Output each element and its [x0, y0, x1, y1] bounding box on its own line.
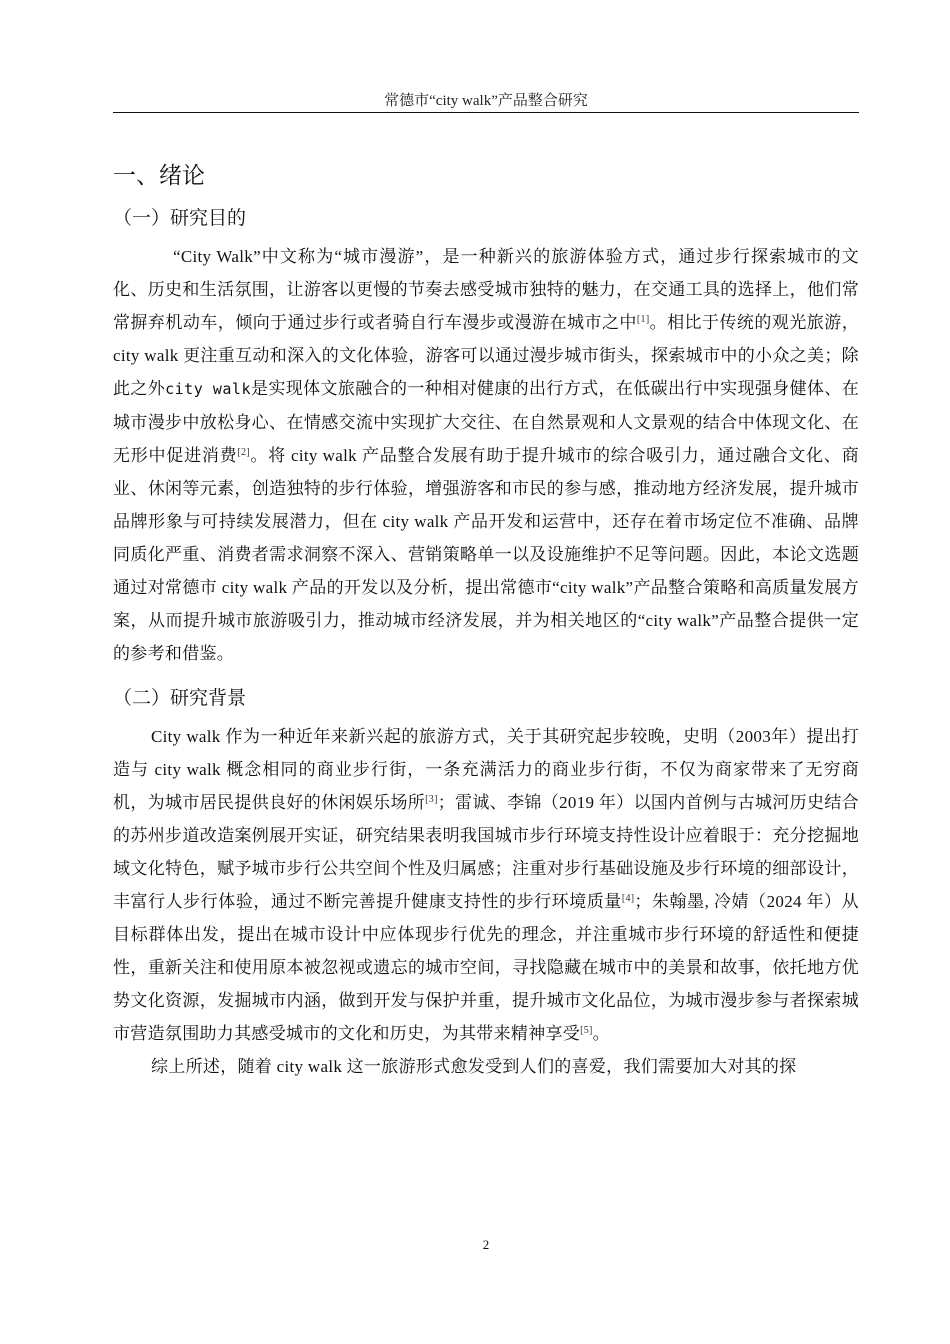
header-rule [113, 112, 859, 113]
citation-4: [4] [621, 893, 635, 904]
citation-2: [2] [237, 447, 250, 458]
section-heading-purpose: （一）研究目的 [113, 207, 247, 229]
running-header: 常德市“city walk”产品整合研究 [384, 93, 588, 109]
paragraph-text: 是实现体文旅融合的一种相对健康的出行方式，在低碳出行中实现强身健体、在城市漫步中放松身心、在情感交流中实现扩大交往、在自然景观和人文景观的结合中体现文化、在无形中促进消费 [113, 379, 860, 465]
chapter-heading: 一、绪论 [113, 163, 205, 189]
monospace-term: city walk [165, 380, 251, 398]
paragraph-purpose [113, 240, 859, 670]
citation-1: [1] [636, 314, 650, 325]
paragraph-summary: 综上所述，随着 city walk 这一旅游形式愈发受到人们的喜爱，我们需要加大对其的探 [151, 1057, 797, 1076]
paragraph-background [113, 720, 859, 1050]
paragraph-text: “City Walk”中文称为“城市漫游”，是一种新兴的旅游体验方式，通过步行探索城市的文化、历史和生活氛围，让游客以更慢的节奏去感受城市独特的魅力，在交通工具的选择上，他们常常摒弃机动车，倾向于通过步行或者骑自行车漫步或漫游在城市之中 [113, 247, 859, 332]
paragraph-text: ；朱翰墨, 冷婧（2024 年）从目标群体出发，提出在城市设计中应体现步行优先的理念，并注重城市步行环境的舒适性和便捷性，重新关注和使用原本被忽视或遗忘的城市空间，寻找隐藏在城市中的美景和故事，依托地方优势文化资源，发掘城市内涵，做到开发与保护并重，提升城市文化品位，为城市漫步参与者探索城市营造氛围助力其感受城市的文化和历史，为其带来精神享受 [113, 892, 859, 1043]
paragraph-text: 。 [592, 1024, 610, 1043]
page-number: 2 [482, 1237, 490, 1252]
paragraph-text: 。相比于传统的观光旅游，city walk 更注重互动和深入的文化体验，游客可以通过漫步城市街头，探索城市中的小众之美；除此之外 [113, 313, 860, 398]
section-heading-background: （二）研究背景 [113, 687, 247, 709]
paragraph-text: City walk 作为一种近年来新兴起的旅游方式，关于其研究起步较晚，史明（2003年）提出打造与 city walk 概念相同的商业步行街，一条充满活力的商业步行街，不仅为商家带来了无穷商机，为城市居民提供良好的休闲娱乐场所 [113, 727, 859, 812]
paragraph-text: ；雷诚、李锦（2019 年）以国内首例与古城河历史结合的苏州步道改造案例展开实证，研究结果表明我国城市步行环境支持性设计应着眼于：充分挖掘地域文化特色，赋予城市步行公共空间个性及归属感；注重对步行基础设施及步行环境的细部设计，丰富行人步行体验，通过不断完善提升健康支持性的步行环境质量 [113, 793, 859, 911]
citation-5: [5] [580, 1025, 593, 1036]
citation-3: [3] [425, 794, 438, 805]
paragraph-text: 。将 city walk 产品整合发展有助于提升城市的综合吸引力，通过融合文化、商业、休闲等元素，创造独特的步行体验，增强游客和市民的参与感，推动地方经济发展，提升城市品牌形象与可持续发展潜力，但在 city walk 产品开发和运营中，还存在着市场定位不准确、品牌同质化严重、消费者需求洞察不深入、营销策略单一以及设施维护不足等问题。因此，本论文选题通过对常德市 city walk 产品的开发以及分析，提出常德市“city walk”产品整合策略和高质量发展方案，从而提升城市旅游吸引力，推动城市经济发展，并为相关地区的“city walk”产品整合提供一定的参考和借鉴。 [113, 446, 859, 663]
page-body [113, 158, 859, 1083]
